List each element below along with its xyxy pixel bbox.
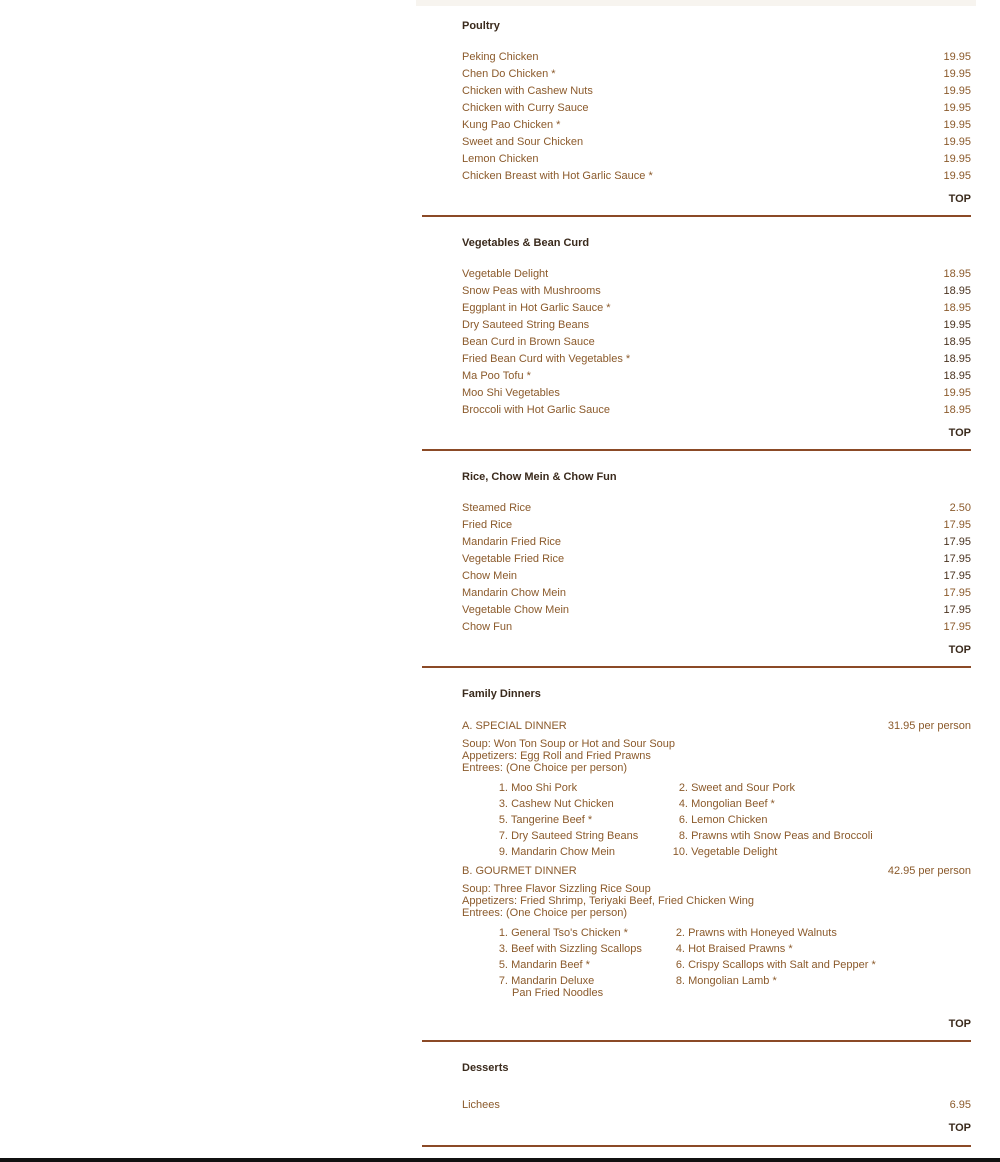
- entree-choice: [665, 943, 793, 955]
- section-vegetables: [422, 217, 971, 451]
- top-link[interactable]: TOP: [948, 427, 971, 439]
- choice-number: 1.: [498, 782, 508, 794]
- item-name: Dry Sauteed String Beans: [462, 319, 590, 331]
- entree-choice: [488, 830, 638, 842]
- choice-number: 5.: [498, 959, 508, 971]
- menu-item: [462, 66, 971, 83]
- menu-item: [462, 317, 971, 334]
- section-poultry: [422, 0, 971, 217]
- choice-number: 3.: [498, 943, 508, 955]
- item-price: 19.95: [943, 319, 971, 331]
- choice-name: Cashew Nut Chicken: [511, 798, 614, 810]
- item-name: Kung Pao Chicken *: [462, 119, 561, 131]
- item-price: 6.95: [949, 1099, 971, 1111]
- item-name: Eggplant in Hot Garlic Sauce *: [462, 302, 611, 314]
- choice-name: Mongolian Beef *: [691, 798, 775, 810]
- menu-item: [462, 585, 971, 602]
- top-link[interactable]: TOP: [948, 644, 971, 656]
- entree-choice: [488, 975, 594, 987]
- entree-choice: [488, 959, 590, 971]
- item-price: 19.95: [943, 136, 971, 148]
- section-title: Family Dinners: [462, 688, 541, 700]
- choice-name: General Tso's Chicken *: [511, 927, 628, 939]
- section-rice: [422, 451, 971, 668]
- entree-choice: [488, 927, 628, 939]
- item-name: Mandarin Chow Mein: [462, 587, 566, 599]
- section-desserts: [422, 1042, 971, 1147]
- menu-item: [462, 517, 971, 534]
- choice-name: Beef with Sizzling Scallops: [511, 943, 642, 955]
- entree-choice: [665, 927, 837, 939]
- item-name: Steamed Rice: [462, 502, 532, 514]
- dinner-appetizers: Appetizers: Egg Roll and Fried Prawns: [462, 750, 651, 762]
- item-name: Vegetable Fried Rice: [462, 553, 565, 565]
- item-price: 18.95: [943, 302, 971, 314]
- item-name: Chow Fun: [462, 621, 513, 633]
- menu-item: [462, 500, 971, 517]
- item-price: 17.95: [943, 519, 971, 531]
- choice-number: 5.: [498, 814, 508, 826]
- entree-choice: [488, 782, 577, 794]
- choice-number: 7.: [498, 830, 508, 842]
- menu-item: [462, 266, 971, 283]
- item-price: 17.95: [943, 621, 971, 633]
- menu-item: [462, 300, 971, 317]
- entree-choice: [668, 830, 873, 842]
- item-price: 17.95: [943, 570, 971, 582]
- choice-name: Mongolian Lamb *: [688, 975, 777, 987]
- bottom-bar: [0, 1158, 1000, 1162]
- item-price: 18.95: [943, 353, 971, 365]
- choice-name: Mandarin Deluxe: [511, 975, 595, 987]
- entree-choice: [665, 959, 876, 971]
- item-price: 18.95: [943, 285, 971, 297]
- entree-choice: [668, 782, 795, 794]
- menu-item: [462, 100, 971, 117]
- entree-choice: [668, 846, 777, 858]
- choice-number: 10.: [672, 846, 688, 858]
- menu-item: [462, 568, 971, 585]
- dinner-entrees: Entrees: (One Choice per person): [462, 762, 628, 774]
- item-name: Sweet and Sour Chicken: [462, 136, 584, 148]
- top-link[interactable]: TOP: [948, 1122, 971, 1134]
- choice-number: 7.: [498, 975, 508, 987]
- item-price: 17.95: [943, 536, 971, 548]
- section-title: Poultry: [462, 20, 500, 32]
- entree-choice: [668, 814, 768, 826]
- entree-choice: [488, 846, 615, 858]
- choice-number: 2.: [675, 927, 685, 939]
- section-title: Vegetables & Bean Curd: [462, 237, 590, 249]
- menu-item: [462, 402, 971, 419]
- choice-number: 4.: [675, 943, 685, 955]
- dinner-title: B. GOURMET DINNER: [462, 865, 577, 877]
- item-name: Moo Shi Vegetables: [462, 387, 560, 399]
- menu-item: [462, 1097, 971, 1114]
- menu-column: [422, 0, 971, 1147]
- item-price: 19.95: [943, 153, 971, 165]
- menu-item: [462, 334, 971, 351]
- choice-number: 9.: [498, 846, 508, 858]
- item-price: 19.95: [943, 387, 971, 399]
- choice-number: 8.: [675, 975, 685, 987]
- section-title: Rice, Chow Mein & Chow Fun: [462, 471, 617, 483]
- choice-name: Sweet and Sour Pork: [691, 782, 796, 794]
- menu-item: [462, 117, 971, 134]
- item-price: 19.95: [943, 68, 971, 80]
- item-price: 17.95: [943, 604, 971, 616]
- item-name: Lemon Chicken: [462, 153, 539, 165]
- choice-number: 2.: [678, 782, 688, 794]
- dinner-soup: Soup: Three Flavor Sizzling Rice Soup: [462, 883, 651, 895]
- item-name: Snow Peas with Mushrooms: [462, 285, 601, 297]
- entree-choice: [668, 798, 775, 810]
- item-name: Chicken with Cashew Nuts: [462, 85, 593, 97]
- entree-choice: [665, 975, 777, 987]
- item-price: 18.95: [943, 404, 971, 416]
- dinner-entrees: Entrees: (One Choice per person): [462, 907, 628, 919]
- item-name: Vegetable Delight: [462, 268, 549, 280]
- menu-item: [462, 283, 971, 300]
- menu-item: [462, 534, 971, 551]
- entree-choice: [488, 943, 642, 955]
- menu-item: [462, 151, 971, 168]
- dinner-title: A. SPECIAL DINNER: [462, 720, 567, 732]
- item-name: Fried Bean Curd with Vegetables *: [462, 353, 631, 365]
- choice-number: 1.: [498, 927, 508, 939]
- choice-name: Prawns with Honeyed Walnuts: [688, 927, 837, 939]
- section-family-dinners: [422, 668, 971, 1042]
- item-price: 19.95: [943, 170, 971, 182]
- item-name: Peking Chicken: [462, 51, 539, 63]
- choice-number: 6.: [678, 814, 688, 826]
- item-name: Chen Do Chicken *: [462, 68, 556, 80]
- choice-name: Crispy Scallops with Salt and Pepper *: [688, 959, 876, 971]
- item-name: Fried Rice: [462, 519, 513, 531]
- item-price: 19.95: [943, 119, 971, 131]
- menu-item: [462, 134, 971, 151]
- top-link[interactable]: TOP: [948, 1018, 971, 1030]
- item-price: 19.95: [943, 51, 971, 63]
- choice-number: 4.: [678, 798, 688, 810]
- menu-item: [462, 385, 971, 402]
- choice-number: 6.: [675, 959, 685, 971]
- item-price: 2.50: [949, 502, 971, 514]
- menu-item: [462, 83, 971, 100]
- choice-name: Prawns wtih Snow Peas and Broccoli: [691, 830, 873, 842]
- item-price: 17.95: [943, 553, 971, 565]
- item-price: 18.95: [943, 268, 971, 280]
- choice-number: 3.: [498, 798, 508, 810]
- menu-item: [462, 602, 971, 619]
- choice-name: Tangerine Beef *: [510, 814, 593, 826]
- choice-number: 8.: [678, 830, 688, 842]
- top-link[interactable]: TOP: [948, 193, 971, 205]
- menu-item: [462, 168, 971, 185]
- dinner-appetizers: Appetizers: Fried Shrimp, Teriyaki Beef, Fried Chicken Wing: [462, 895, 755, 907]
- item-price: 19.95: [943, 85, 971, 97]
- item-name: Chow Mein: [462, 570, 518, 582]
- item-price: 18.95: [943, 336, 971, 348]
- choice-name: Lemon Chicken: [691, 814, 768, 826]
- item-name: Vegetable Chow Mein: [462, 604, 570, 616]
- section-title: Desserts: [462, 1062, 509, 1074]
- item-price: 17.95: [943, 587, 971, 599]
- entree-choice: [488, 814, 592, 826]
- choice-name: Hot Braised Prawns *: [688, 943, 793, 955]
- entree-choice: [488, 798, 614, 810]
- item-name: Lichees: [462, 1099, 500, 1111]
- dinner-soup: Soup: Won Ton Soup or Hot and Sour Soup: [462, 738, 676, 750]
- item-price: 18.95: [943, 370, 971, 382]
- item-name: Chicken with Curry Sauce: [462, 102, 589, 114]
- item-name: Ma Poo Tofu *: [462, 370, 531, 382]
- item-name: Chicken Breast with Hot Garlic Sauce *: [462, 170, 653, 182]
- menu-item: [462, 49, 971, 66]
- choice-name: Mandarin Beef *: [511, 959, 590, 971]
- choice-name: Dry Sauteed String Beans: [511, 830, 639, 842]
- dinner-price: 31.95 per person: [887, 720, 971, 732]
- menu-item: [462, 351, 971, 368]
- choice-name: Moo Shi Pork: [511, 782, 578, 794]
- dinner-price: 42.95 per person: [887, 865, 971, 877]
- choice-name: Pan Fried Noodles: [512, 987, 604, 999]
- menu-item: [462, 619, 971, 636]
- choice-name: Mandarin Chow Mein: [511, 846, 615, 858]
- entree-choice-line2: [512, 987, 603, 999]
- choice-name: Vegetable Delight: [691, 846, 778, 858]
- item-name: Broccoli with Hot Garlic Sauce: [462, 404, 610, 416]
- menu-item: [462, 368, 971, 385]
- menu-item: [462, 551, 971, 568]
- item-name: Mandarin Fried Rice: [462, 536, 562, 548]
- item-name: Bean Curd in Brown Sauce: [462, 336, 595, 348]
- item-price: 19.95: [943, 102, 971, 114]
